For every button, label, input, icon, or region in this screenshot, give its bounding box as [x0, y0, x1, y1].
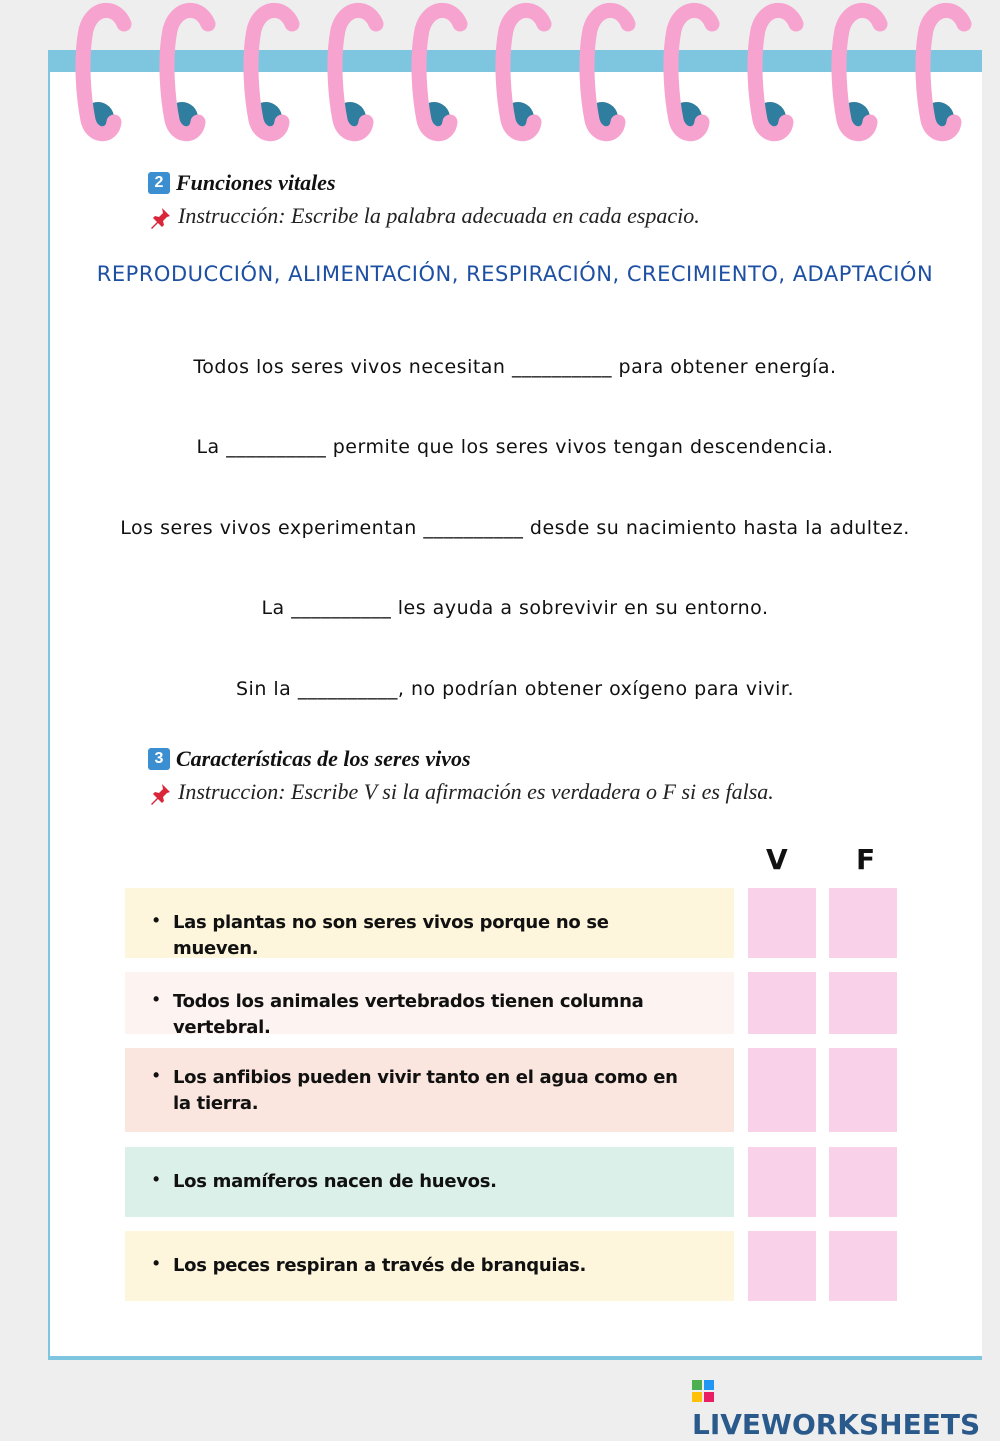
statement-text: Los anfibios pueden vivir tanto en el agua como en la tierra. — [173, 1067, 678, 1114]
answer-box-3-f[interactable] — [829, 1048, 897, 1132]
section-3-instruction — [148, 779, 774, 806]
statement-row-2 — [125, 972, 734, 1038]
answer-box-1-v[interactable] — [748, 888, 816, 958]
brand-name: LIVEWORKSHEETS — [692, 1408, 981, 1441]
statement-row-4 — [125, 1147, 734, 1217]
answer-box-3-v[interactable] — [748, 1048, 816, 1132]
column-header-v: V — [766, 843, 788, 876]
fill-sentence-5: Sin la __________, no podrían obtener oxígeno para vivir. — [235, 678, 794, 700]
answer-box-1-f[interactable] — [829, 888, 897, 958]
section-2-heading — [148, 170, 336, 196]
section-2-instruction — [148, 203, 700, 230]
section-2-number: 2 — [148, 172, 170, 194]
fill-sentence-1: Todos los seres vivos necesitan __________ para obtener energía. — [193, 356, 837, 378]
answer-box-5-f[interactable] — [829, 1231, 897, 1301]
statement-text: Todos los animales vertebrados tienen columna vertebral. — [173, 991, 644, 1038]
section-3-instruction-text: Instruccion: Escribe V si la afirmación es verdadera o F si es falsa. — [178, 779, 774, 804]
section-3-number: 3 — [148, 748, 170, 770]
bullet-icon: • — [153, 1253, 160, 1273]
spiral-binding — [50, 0, 980, 150]
statement-text: Los mamíferos nacen de huevos. — [173, 1171, 497, 1192]
pushpin-icon — [148, 206, 172, 230]
fill-sentence-3: Los seres vivos experimentan __________ desde su nacimiento hasta la adultez. — [120, 517, 910, 539]
answer-box-5-v[interactable] — [748, 1231, 816, 1301]
statement-row-5 — [125, 1231, 734, 1301]
bullet-icon: • — [153, 910, 160, 930]
bullet-icon: • — [153, 989, 160, 1009]
section-3-heading — [148, 746, 471, 772]
statement-text: Los peces respiran a través de branquias. — [173, 1255, 587, 1276]
answer-box-2-v[interactable] — [748, 972, 816, 1034]
statement-row-1 — [125, 888, 734, 958]
statement-text: Las plantas no son seres vivos porque no se mueven. — [173, 912, 609, 959]
pushpin-icon — [148, 782, 172, 806]
answer-box-2-f[interactable] — [829, 972, 897, 1034]
section-2-instruction-text: Instrucción: Escribe la palabra adecuada en cada espacio. — [178, 203, 700, 228]
fill-sentence-4: La __________ les ayuda a sobrevivir en su entorno. — [261, 597, 769, 619]
section-3-title: Características de los seres vivos — [176, 746, 471, 771]
fill-sentence-2: La __________ permite que los seres vivos tengan descendencia. — [196, 436, 834, 458]
answer-box-4-f[interactable] — [829, 1147, 897, 1217]
word-bank: REPRODUCCIÓN, ALIMENTACIÓN, RESPIRACIÓN, CRECIMIENTO, ADAPTACIÓN — [96, 262, 934, 286]
answer-box-4-v[interactable] — [748, 1147, 816, 1217]
statement-row-3 — [125, 1048, 734, 1132]
bullet-icon: • — [153, 1065, 160, 1085]
section-2-title: Funciones vitales — [176, 170, 336, 195]
bullet-icon: • — [153, 1169, 160, 1189]
column-header-f: F — [856, 843, 876, 876]
page-bottom-edge — [48, 1356, 982, 1360]
liveworksheets-logo — [692, 1375, 1000, 1441]
page-left-edge — [48, 60, 50, 1360]
liveworksheets-logo-icon — [692, 1380, 714, 1402]
